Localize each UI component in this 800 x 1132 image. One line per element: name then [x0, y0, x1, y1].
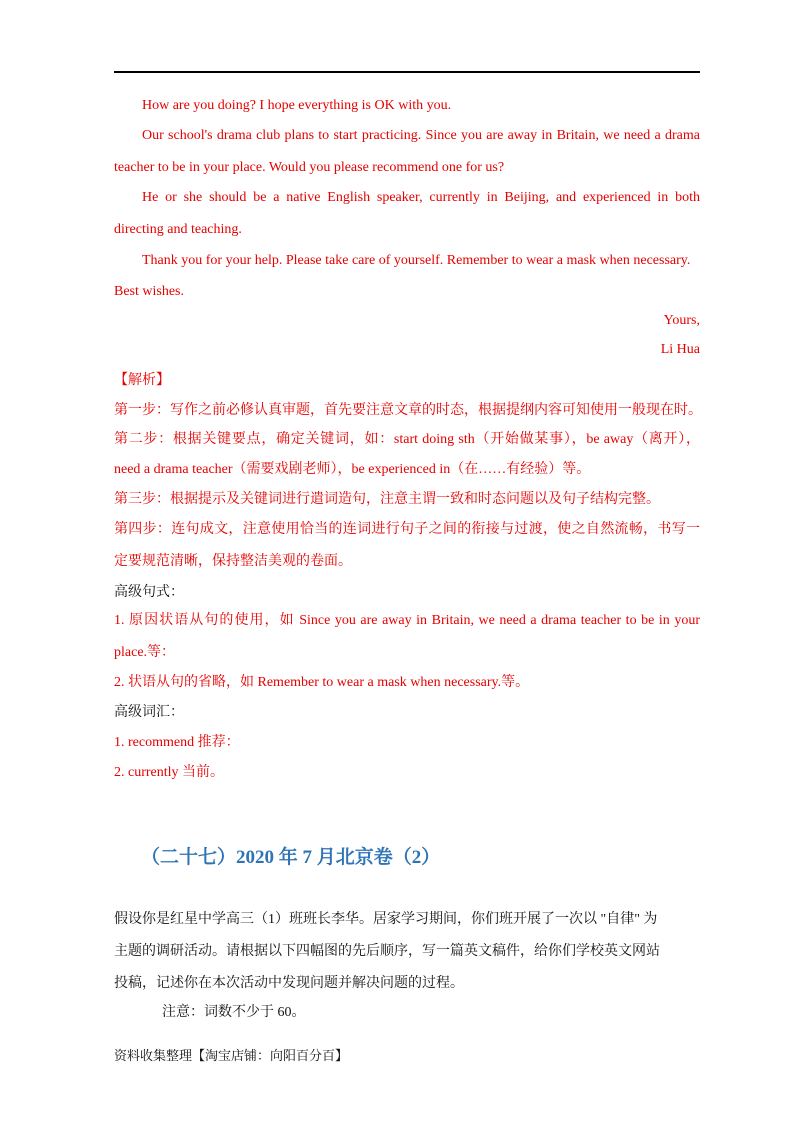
analysis-step-1: 第一步：写作之前必修认真审题，首先要注意文章的时态，根据提纲内容可知使用一般现在时。 — [114, 403, 702, 418]
task-line-1: 假设你是红星中学高三（1）班班长李华。居家学习期间，你们班开展了一次以 "自律" 为 — [114, 912, 658, 927]
advanced-sentences-label: 高级句式： — [114, 585, 184, 600]
advanced-sentence-1-line-1: 1. 原因状语从句的使用，如 Since you are away in Britain, we need a drama teacher to be in your — [114, 613, 700, 628]
letter-paragraph-1: How are you doing? I hope everything is OK with you. — [142, 98, 452, 113]
letter-paragraph-2-line-2: teacher to be in your place. Would you please recommend one for us? — [114, 160, 505, 175]
letter-paragraph-2-line-1: Our school's drama club plans to start practicing. Since you are away in Britain, we need a drama — [142, 128, 700, 143]
advanced-vocabulary-label: 高级词汇： — [114, 705, 184, 720]
letter-paragraph-4: Thank you for your help. Please take care of yourself. Remember to wear a mask when necessary. — [142, 253, 691, 268]
section-heading: （二十七）2020 年 7 月北京卷（2） — [141, 847, 441, 868]
analysis-step-2-line-1: 第二步：根据关键要点，确定关键词，如：start doing sth（开始做某事），be away（离开）， — [114, 432, 700, 447]
letter-signature: Li Hua — [660, 342, 700, 357]
analysis-step-3: 第三步：根据提示及关键词进行遣词造句，注意主谓一致和时态问题以及句子结构完整。 — [114, 492, 660, 507]
letter-paragraph-3-line-2: directing and teaching. — [114, 222, 242, 237]
letter-paragraph-3-line-1: He or she should be a native English speaker, currently in Beijing, and experienced in both — [142, 190, 700, 205]
analysis-step-4-line-1: 第四步：连句成文，注意使用恰当的连词进行句子之间的衔接与过渡，使之自然流畅，书写一 — [114, 522, 700, 537]
analysis-step-2-line-2: need a drama teacher（需要戏剧老师），be experienced in（在……有经验）等。 — [114, 462, 591, 477]
analysis-step-4-line-2: 定要规范清晰，保持整洁美观的卷面。 — [114, 554, 352, 569]
advanced-sentence-2: 2. 状语从句的省略，如 Remember to wear a mask when necessary.等。 — [114, 675, 530, 690]
header-rule — [114, 71, 700, 73]
task-line-3: 投稿，记述你在本次活动中发现问题并解决问题的过程。 — [114, 976, 464, 991]
task-line-2: 主题的调研活动。请根据以下四幅图的先后顺序，写一篇英文稿件，给你们学校英文网站 — [114, 944, 660, 959]
task-note: 注意：词数不少于 60。 — [162, 1005, 306, 1020]
advanced-vocab-2: 2. currently 当前。 — [114, 765, 225, 780]
letter-closing: Best wishes. — [114, 284, 184, 299]
advanced-sentence-1-line-2: place.等： — [114, 645, 176, 660]
advanced-vocab-1: 1. recommend 推荐： — [114, 735, 240, 750]
letter-sign-off: Yours, — [663, 313, 700, 328]
analysis-label: 【解析】 — [114, 373, 170, 388]
footer-text: 资料收集整理【淘宝店铺：向阳百分百】 — [114, 1048, 349, 1063]
